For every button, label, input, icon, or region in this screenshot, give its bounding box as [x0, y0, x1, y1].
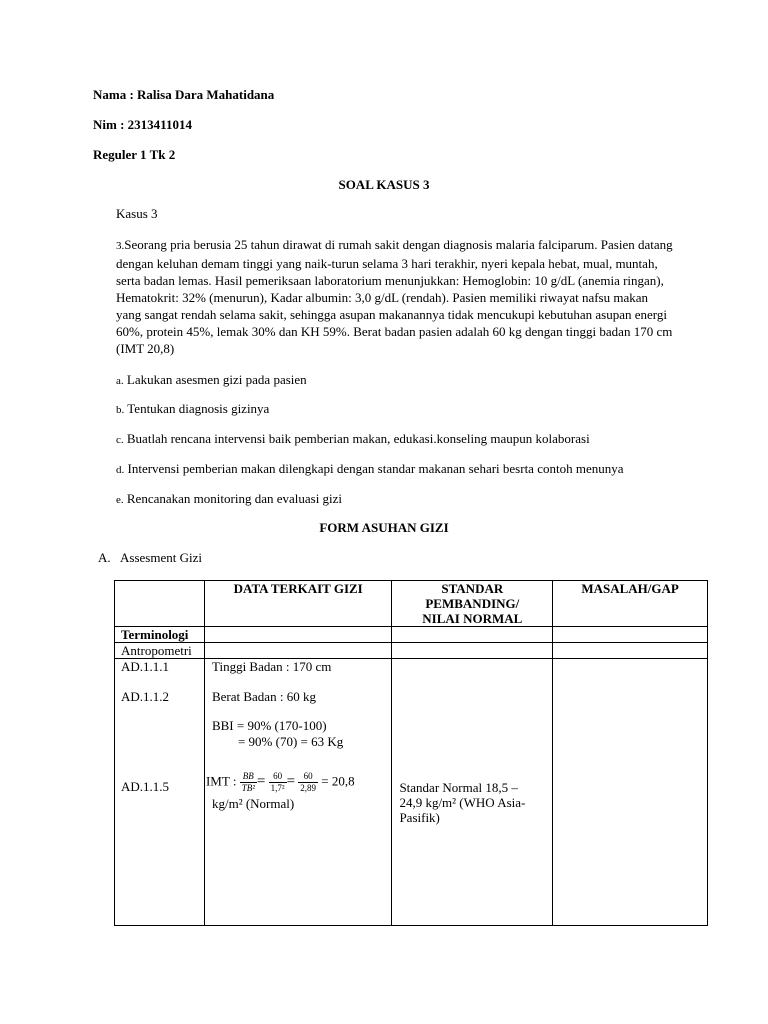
section-letter: A. — [98, 550, 111, 565]
student-class: Reguler 1 Tk 2 — [93, 147, 176, 162]
bbi-line-1: BBI = 90% (170-100) — [211, 718, 327, 733]
case-label: Kasus 3 — [116, 206, 158, 221]
header-problem: MASALAH/GAP — [553, 581, 708, 627]
case-text: Seorang pria berusia 25 tahun dirawat di rumah sakit dengan diagnosis malaria falciparum. Pasien datang dengan keluhan demam tinggi yang naik-turun selama 3 hari terakhir, nyeri kepala hebat, mual, muntah, serta badan lemas. Hasil pemeriksaan laboratorium menunjukkan: Hemoglobin: 10 g/dL (anemia ringan), Hematokrit: 32% (menurun), Kadar albumin: 3,0 g/dL (rendah). Pasien memiliki riwayat nafsu makan yang sangat rendah selama sakit, sehingga asupan makanannya tidak mencukupi kebutuhan asupan energi 60%, protein 45%, lemak 30% dan KH 59%. Berat badan pasien adalah 60 kg dengan tinggi badan 170 cm (IMT 20,8) — [116, 237, 673, 356]
anthropometry-row — [115, 659, 708, 926]
code-cell — [115, 659, 205, 926]
header-empty-cell — [115, 581, 205, 627]
terminology-row — [115, 627, 708, 643]
header-data: DATA TERKAIT GIZI — [204, 581, 391, 627]
imt-unit: kg/m² (Normal) — [211, 796, 295, 811]
header-standard: STANDAR PEMBANDING/ NILAI NORMAL — [392, 581, 553, 627]
imt-fraction-symbolic: $\frac{BB}{\text{TB²}}$ — [241, 771, 255, 793]
student-name: Nama : Ralisa Dara Mahatidana — [93, 87, 275, 102]
imt-formula: IMT : $\frac{BB}{\text{TB²}}$ = $\frac{60}{\text{1,7²}}$ = $\frac{60}{2,89}$ = 20,8 — [205, 771, 355, 793]
imt-standard: Standar Normal 18,5 – 24,9 kg/m² (WHO Asia-Pasifik) — [399, 780, 526, 825]
code-weight: AD.1.1.2 — [121, 689, 170, 704]
standard-cell — [392, 659, 553, 926]
domain-row — [115, 643, 708, 659]
code-height: AD.1.1.1 — [121, 659, 170, 674]
case-number: 3. — [116, 240, 125, 252]
imt-fraction-2: $\frac{60}{2,89}$ — [300, 771, 317, 793]
weight-value: Berat Badan : 60 kg — [211, 689, 316, 704]
section-title: Assesment Gizi — [120, 550, 202, 565]
height-value: Tinggi Badan : 170 cm — [211, 659, 332, 674]
data-cell — [204, 659, 391, 926]
task-d: d. Intervensi pemberian makan dilengkapi dengan standar makanan sehari besrta contoh menunya — [116, 461, 624, 476]
imt-fraction-1: $\frac{60}{\text{1,7²}}$ — [270, 771, 285, 793]
assessment-table — [114, 580, 708, 926]
problem-cell — [553, 659, 708, 926]
domain-label: Antropometri — [115, 643, 205, 659]
terminology-label: Terminologi — [115, 627, 205, 643]
form-title: FORM ASUHAN GIZI — [319, 520, 449, 535]
case-paragraph — [116, 236, 676, 357]
student-nim: Nim : 2313411014 — [93, 117, 192, 132]
document-title: SOAL KASUS 3 — [338, 177, 430, 192]
task-b: b. Tentukan diagnosis gizinya — [116, 401, 270, 416]
table-header-row — [115, 581, 708, 627]
bbi-line-2: = 90% (70) = 63 Kg — [237, 734, 344, 749]
task-e: e. Rencanakan monitoring dan evaluasi gizi — [116, 491, 343, 506]
code-imt: AD.1.1.5 — [121, 779, 170, 794]
task-c: c. Buatlah rencana intervensi baik pemberian makan, edukasi.konseling maupun kolaborasi — [116, 431, 590, 446]
task-a: a. Lakukan asesmen gizi pada pasien — [116, 372, 307, 387]
